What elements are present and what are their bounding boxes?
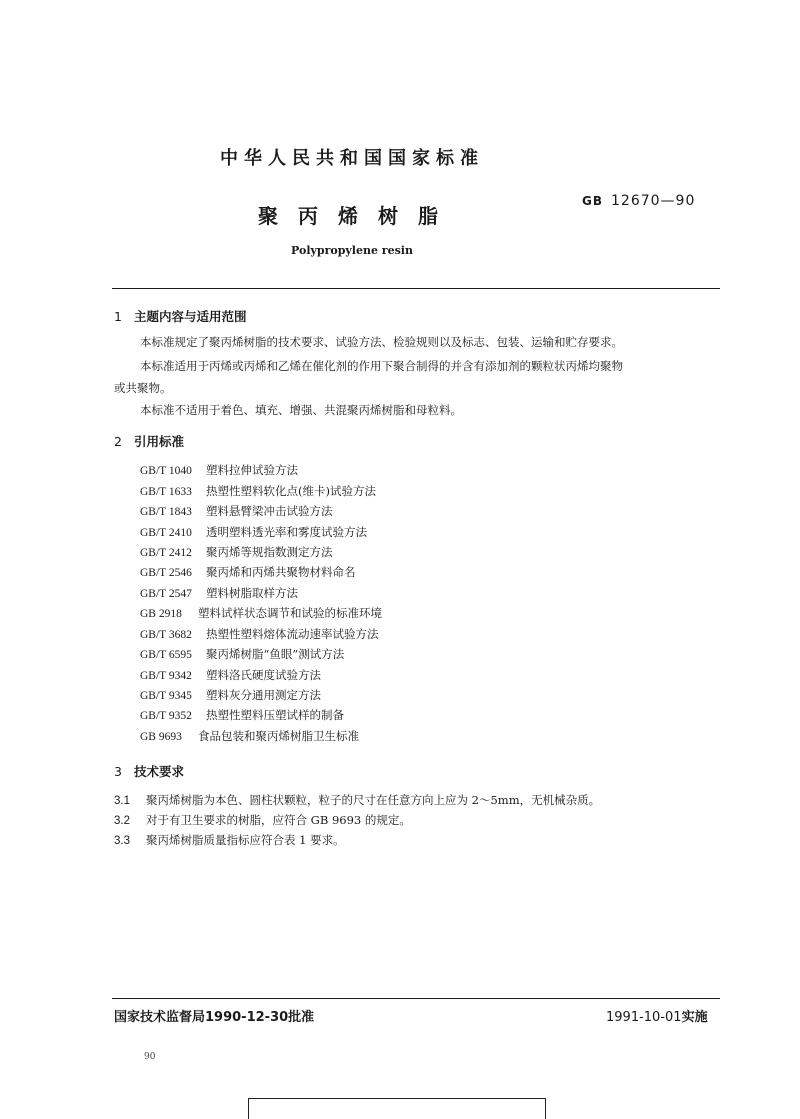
- reference-item: [140, 544, 333, 560]
- reference-item: [140, 626, 379, 642]
- implementation-note: [606, 1006, 708, 1025]
- reference-name: 透明塑料透光率和雾度试验方法: [206, 525, 367, 539]
- section-1-paragraph-3: 本标准不适用于着色、填充、增强、共混聚丙烯树脂和母粒料。: [140, 403, 462, 417]
- reference-item: [140, 728, 359, 744]
- next-page-frame-edge: [248, 1098, 546, 1119]
- reference-name: 塑料试样状态调节和试验的标准环境: [198, 606, 382, 620]
- section-3-title: 技术要求: [134, 764, 185, 779]
- clause-number: 3.3: [114, 835, 130, 847]
- section-2-heading: [114, 432, 184, 450]
- page-number: 90: [144, 1052, 156, 1062]
- reference-item: [140, 687, 321, 703]
- clause-text: 对于有卫生要求的树脂，应符合 GB 9693 的规定。: [146, 813, 411, 827]
- section-1-number: 1: [114, 309, 122, 324]
- standard-number: [582, 193, 695, 209]
- reference-code: GB 2918: [140, 608, 182, 620]
- section-3-number: 3: [114, 764, 122, 779]
- section-1-paragraph-2: 本标准适用于丙烯或丙烯和乙烯在催化剂的作用下聚合制得的并含有添加剂的颗粒状丙烯均聚物: [140, 359, 623, 373]
- reference-code: GB 9693: [140, 731, 182, 743]
- section-3-heading: [114, 762, 184, 780]
- reference-code: GB/T 1633: [140, 486, 192, 498]
- reference-code: GB/T 2547: [140, 588, 192, 600]
- reference-code: GB/T 9342: [140, 670, 192, 682]
- reference-code: GB/T 6595: [140, 649, 192, 661]
- reference-name: 聚丙烯和丙烯共聚物材料命名: [206, 565, 356, 579]
- section-2-number: 2: [114, 434, 122, 449]
- reference-item: [140, 483, 376, 499]
- reference-item: [140, 462, 298, 478]
- reference-code: GB/T 9352: [140, 710, 192, 722]
- reference-item: [140, 524, 367, 540]
- reference-name: 塑料拉伸试验方法: [206, 463, 298, 477]
- standard-code: 12670—90: [611, 193, 696, 209]
- clause-number: 3.2: [114, 815, 130, 827]
- footer-divider: [112, 998, 720, 999]
- reference-name: 塑料洛氏硬度试验方法: [206, 668, 321, 682]
- implementation-date: 1991-10-01: [606, 1010, 682, 1025]
- clause-text: 聚丙烯树脂为本色、圆柱状颗粒，粒子的尺寸在任意方向上应为 2～5mm，无机械杂质。: [146, 793, 601, 807]
- clause-item: [114, 812, 411, 828]
- reference-name: 热塑性塑料压塑试样的制备: [206, 708, 344, 722]
- reference-code: GB/T 2412: [140, 547, 192, 559]
- reference-code: GB/T 1040: [140, 465, 192, 477]
- reference-item: [140, 564, 356, 580]
- header-divider: [112, 288, 720, 289]
- reference-name: 热塑性塑料软化点(维卡)试验方法: [206, 484, 376, 498]
- reference-item: [140, 605, 382, 621]
- reference-item: [140, 707, 344, 723]
- clause-text: 聚丙烯树脂质量指标应符合表 1 要求。: [146, 833, 345, 847]
- reference-code: GB/T 9345: [140, 690, 192, 702]
- reference-name: 塑料灰分通用测定方法: [206, 688, 321, 702]
- section-2-title: 引用标准: [134, 434, 185, 449]
- reference-item: [140, 585, 298, 601]
- reference-code: GB/T 2410: [140, 527, 192, 539]
- clause-item: [114, 832, 345, 848]
- reference-name: 热塑性塑料熔体流动速率试验方法: [206, 627, 379, 641]
- english-title: Polypropylene resin: [291, 244, 413, 257]
- standard-prefix: GB: [582, 194, 603, 208]
- section-1-heading: [114, 307, 247, 325]
- reference-code: GB/T 3682: [140, 629, 192, 641]
- reference-item: [140, 503, 333, 519]
- national-standard-heading: 中华人民共和国国家标准: [220, 148, 484, 169]
- section-1-paragraph-2-cont: 或共聚物。: [114, 381, 172, 395]
- reference-item: [140, 646, 344, 662]
- reference-name: 聚丙烯等规指数测定方法: [206, 545, 333, 559]
- section-1-paragraph-1: 本标准规定了聚丙烯树脂的技术要求、试验方法、检验规则以及标志、包装、运输和贮存要求。: [140, 335, 623, 349]
- reference-name: 塑料悬臂梁冲击试验方法: [206, 504, 333, 518]
- reference-code: GB/T 2546: [140, 567, 192, 579]
- clause-number: 3.1: [114, 795, 130, 807]
- clause-item: [114, 792, 600, 808]
- reference-code: GB/T 1843: [140, 506, 192, 518]
- document-title: 聚丙烯树脂: [258, 204, 458, 228]
- reference-item: [140, 667, 321, 683]
- section-1-title: 主题内容与适用范围: [134, 309, 247, 324]
- reference-name: 食品包装和聚丙烯树脂卫生标准: [198, 729, 359, 743]
- approval-note: 国家技术监督局1990-12-30批准: [114, 1010, 315, 1025]
- implementation-label: 实施: [681, 1010, 708, 1025]
- reference-name: 聚丙烯树脂“鱼眼”测试方法: [206, 647, 345, 661]
- reference-name: 塑料树脂取样方法: [206, 586, 298, 600]
